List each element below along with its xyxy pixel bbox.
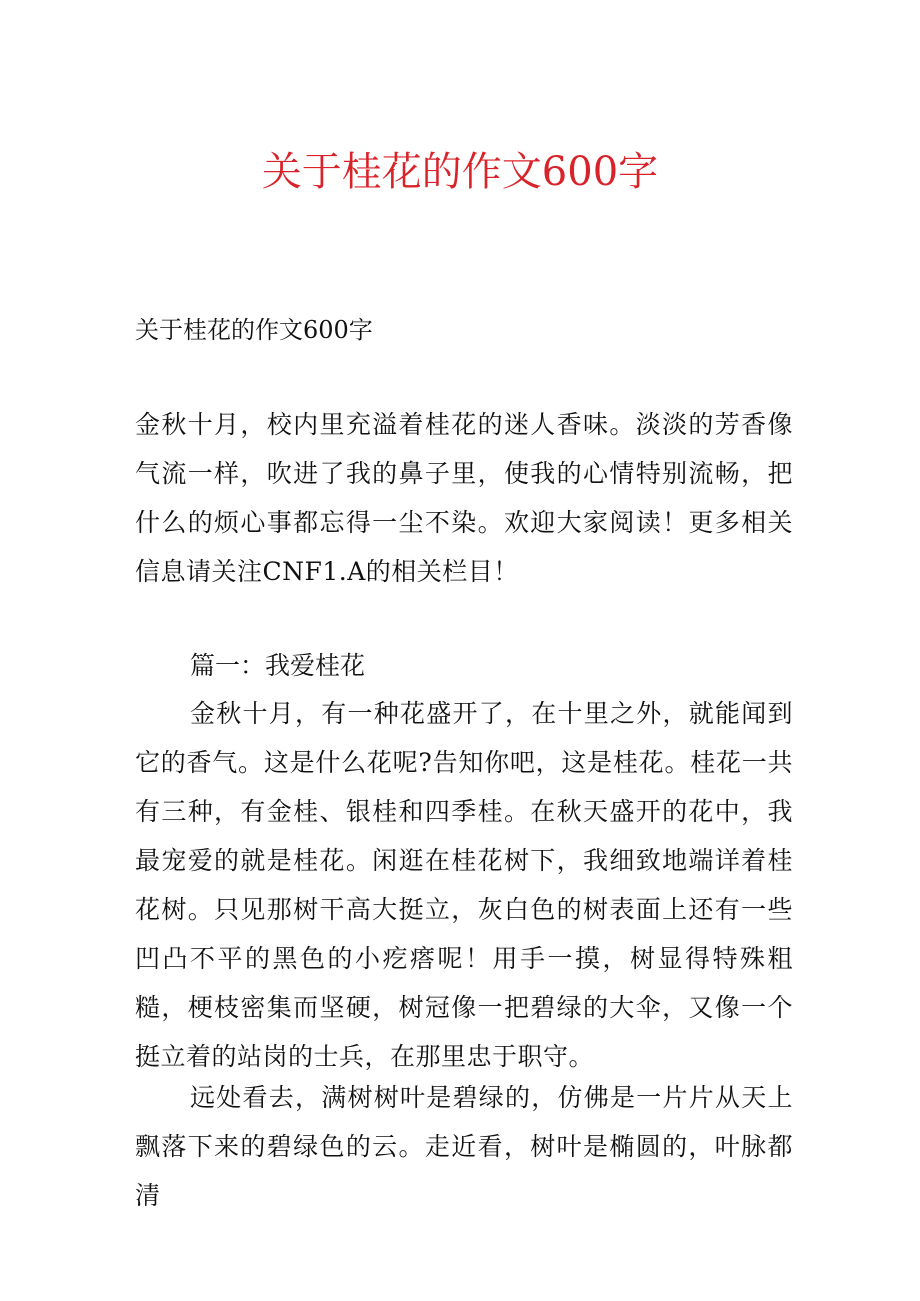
page-title: 关于桂花的作文600字 (261, 149, 659, 195)
document-subtitle: 关于桂花的作文600字 (135, 316, 373, 344)
body-paragraph-2: 远处看去，满树树叶是碧绿的，仿佛是一片片从天上飘落下来的碧绿色的云。走近看，树叶是椭圆的，叶脉都清 (135, 1083, 793, 1210)
section-heading: 篇一：我爱桂花 (190, 651, 366, 680)
body-paragraph-1: 金秋十月，有一种花盛开了，在十里之外，就能闻到它的香气。这是什么花呢?告知你吧，这是桂花。桂花一共有三种，有金桂、银桂和四季桂。在秋天盛开的花中，我最宠爱的就是桂花。闲逛在桂花树下，我细致地端详着桂花树。只见那树干高大挺立，灰白色的树表面上还有一些凹凸不平的黑色的小疙瘩呢！用手一摸，树显得特殊粗糙，梗枝密集而坚硬，树冠像一把碧绿的大伞，又像一个挺立着的站岗的士兵，在那里忠于职守。 (135, 699, 793, 1071)
intro-paragraph: 金秋十月，校内里充溢着桂花的迷人香味。淡淡的芳香像气流一样，吹进了我的鼻子里，使我的心情特别流畅，把什么的烦心事都忘得一尘不染。欢迎大家阅读！更多相关信息请关注CNF1.A的相关栏目！ (135, 410, 793, 586)
